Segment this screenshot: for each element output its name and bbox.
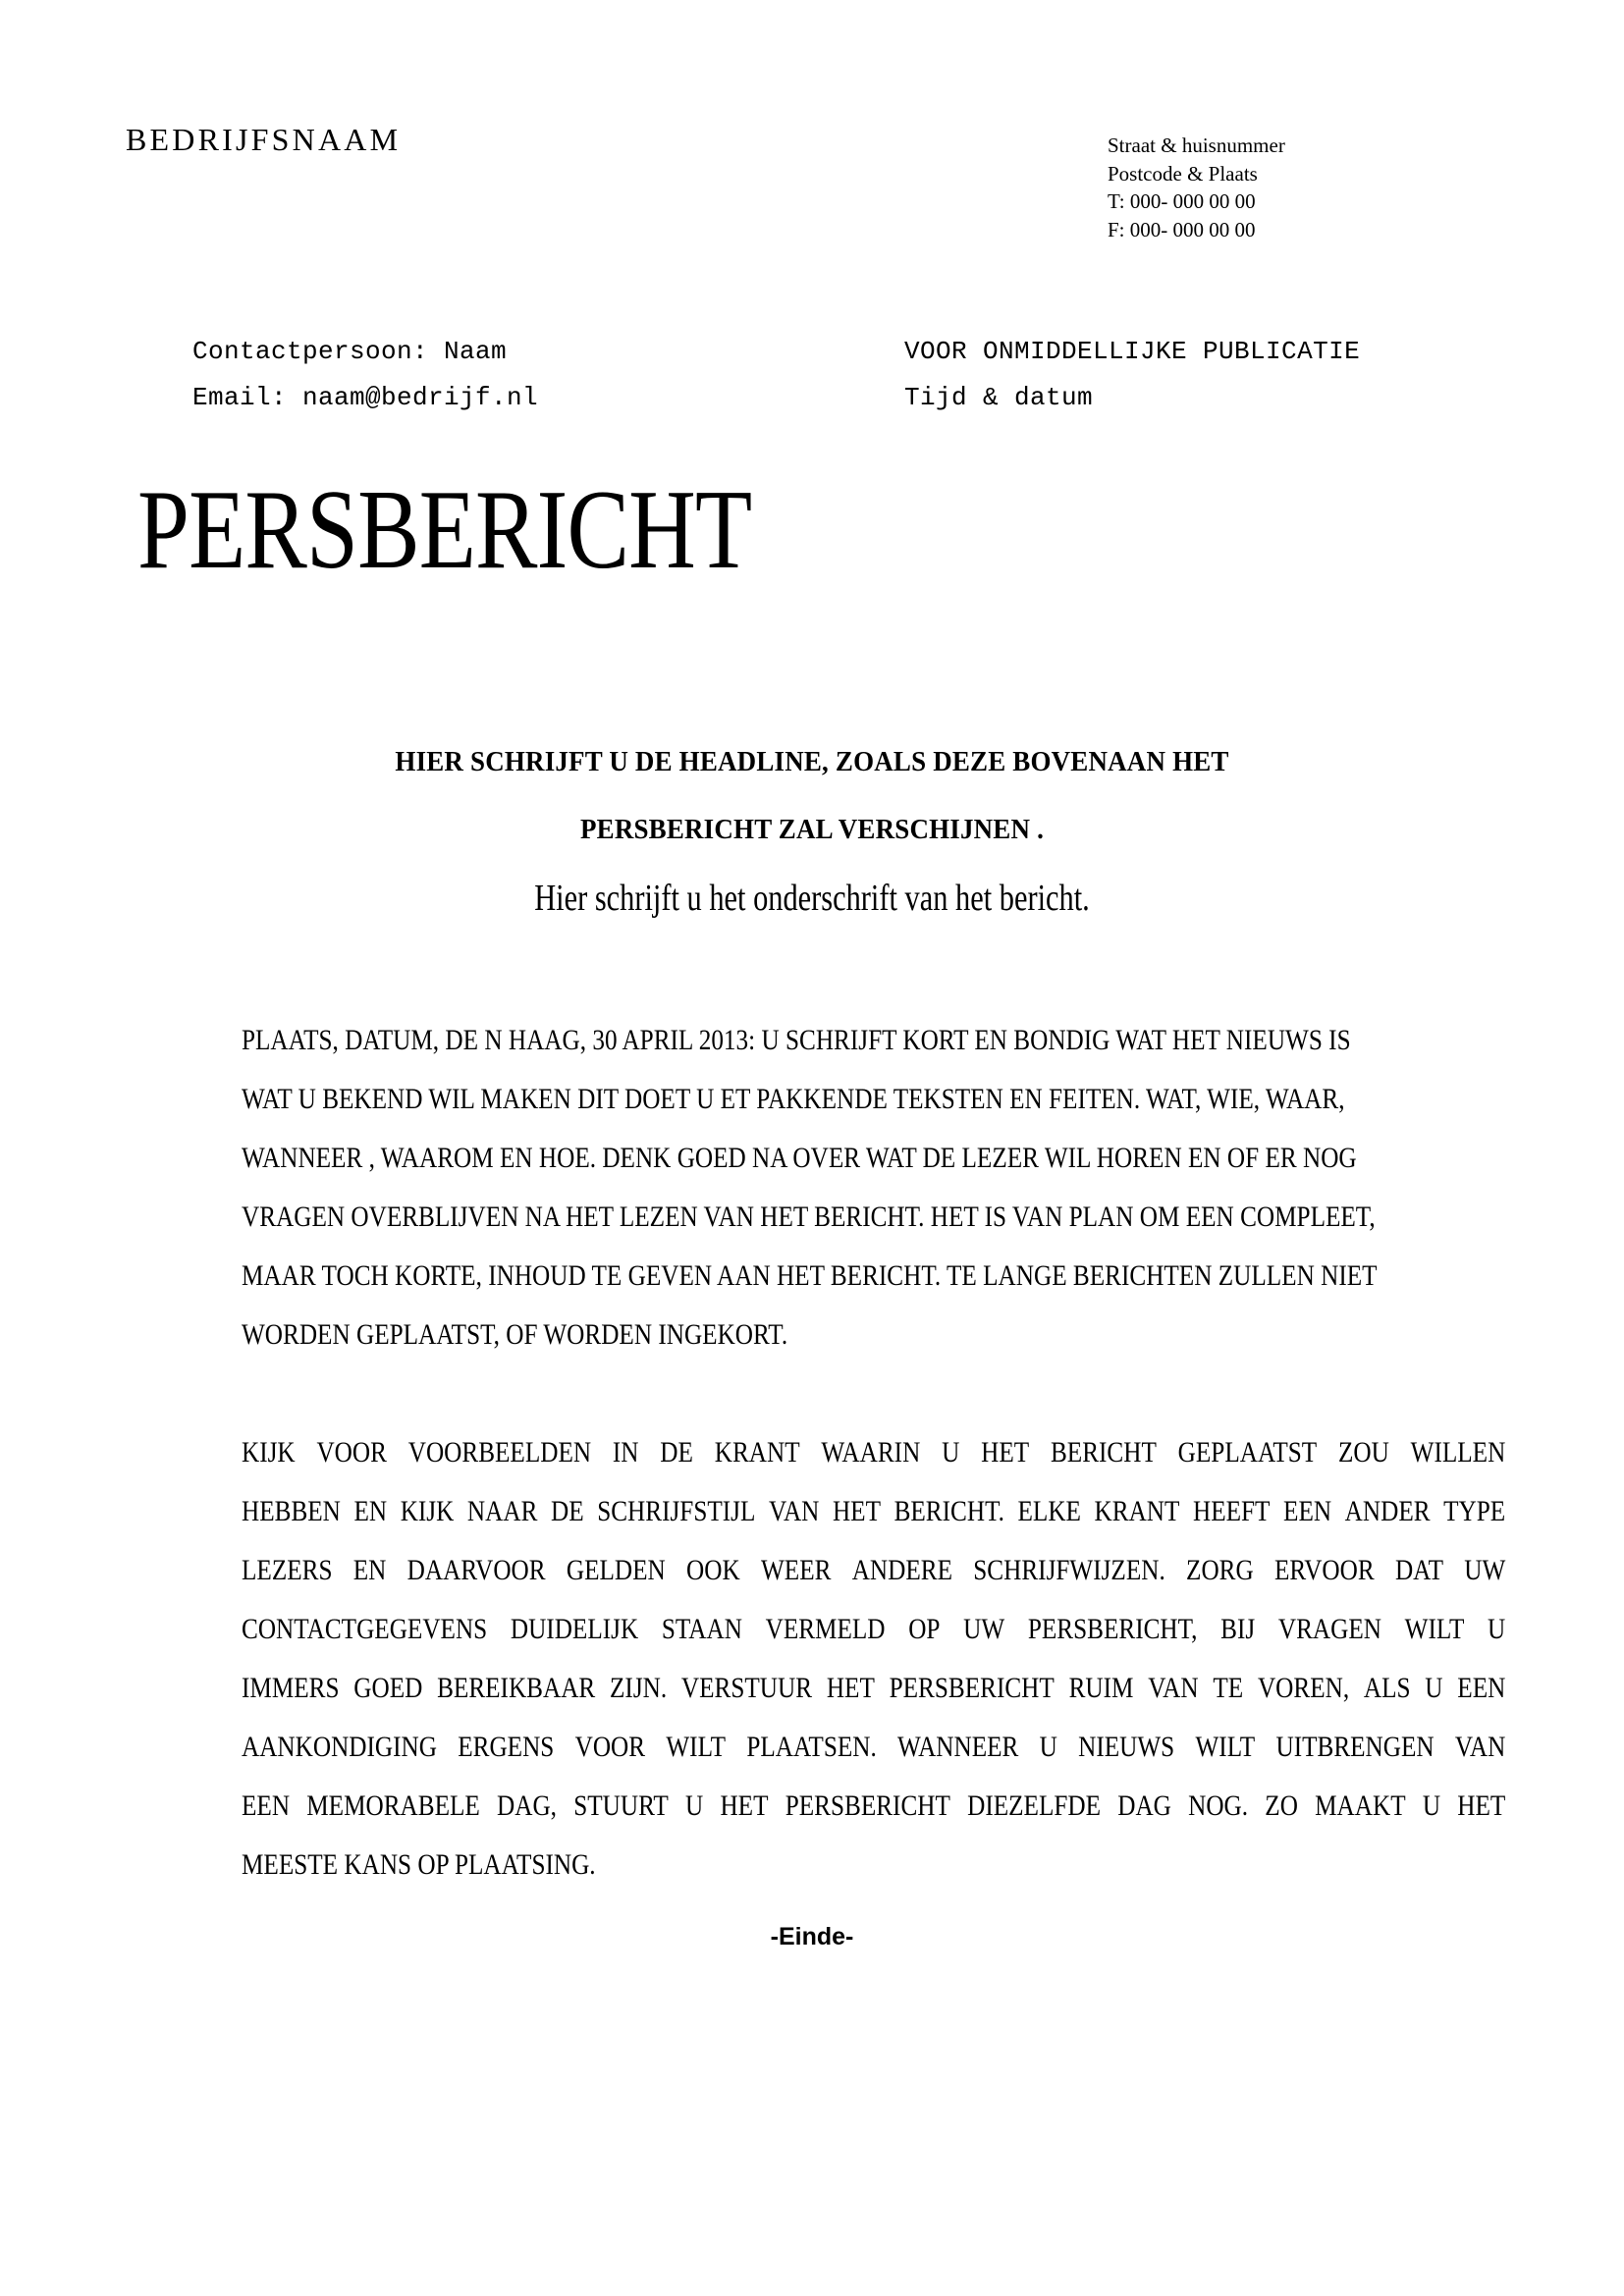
letterhead <box>0 124 1624 241</box>
paragraph-line: KIJK VOOR VOORBEELDEN IN DE KRANT WAARIN U HET BERICHT GEPLAATST ZOU WILLEN <box>242 1437 1506 1468</box>
paragraph-line: VRAGEN OVERBLIJVEN NA HET LEZEN VAN HET BERICHT. HET IS VAN PLAN OM EEN COMPLEET, <box>242 1201 1376 1233</box>
paragraph-line: WORDEN GEPLAATST, OF WORDEN INGEKORT. <box>242 1319 788 1351</box>
contact-block <box>192 329 538 421</box>
meta-row <box>0 329 1624 437</box>
paragraph-line: HEBBEN EN KIJK NAAR DE SCHRIJFSTIJL VAN HET BERICHT. ELKE KRANT HEEFT EEN ANDER TYPE <box>242 1496 1506 1527</box>
paragraph-line: CONTACTGEGEVENS DUIDELIJK STAAN VERMELD OP UW PERSBERICHT, BIJ VRAGEN WILT U <box>242 1614 1506 1645</box>
paragraph-line: MEESTE KANS OP PLAATSING. <box>242 1849 596 1881</box>
masthead-title: PERSBERICHT <box>137 467 752 593</box>
paragraph-line: MAAR TOCH KORTE, INHOUD TE GEVEN AAN HET BERICHT. TE LANGE BERICHTEN ZULLEN NIET <box>242 1260 1378 1292</box>
paragraph-line: PLAATS, DATUM, DE N HAAG, 30 APRIL 2013: U SCHRIJFT KORT EN BONDIG WAT HET NIEUWS IS <box>242 1025 1351 1056</box>
body-paragraph-1 <box>242 1011 1505 1364</box>
release-block <box>904 329 1360 421</box>
subheading: Hier schrijft u het onderschrift van het bericht. <box>534 878 1090 919</box>
headline-line-1: HIER SCHRIJFT U DE HEADLINE, ZOALS DEZE BOVENAAN HET <box>395 746 1229 777</box>
address-street: Straat & huisnummer <box>1108 133 1285 157</box>
paragraph-line: WANNEER , WAAROM EN HOE. DENK GOED NA OVER WAT DE LEZER WIL HOREN EN OF ER NOG <box>242 1143 1357 1174</box>
paragraph-line: IMMERS GOED BEREIKBAAR ZIJN. VERSTUUR HET PERSBERICHT RUIM VAN TE VOREN, ALS U EEN <box>242 1673 1506 1704</box>
paragraph-line: AANKONDIGING ERGENS VOOR WILT PLAATSEN. WANNEER U NIEUWS WILT UITBRENGEN VAN <box>242 1732 1506 1763</box>
body-copy <box>242 1011 1506 1895</box>
paragraph-line: WAT U BEKEND WIL MAKEN DIT DOET U ET PAKKENDE TEKSTEN EN FEITEN. WAT, WIE, WAAR, <box>242 1084 1345 1115</box>
body-paragraph-2 <box>242 1423 1505 1895</box>
contact-email: Email: naam@bedrijf.nl <box>192 383 539 412</box>
release-notice: VOOR ONMIDDELLIJKE PUBLICATIE <box>904 337 1361 366</box>
address-city: Postcode & Plaats <box>1108 161 1258 186</box>
address-block <box>1108 132 1285 243</box>
headline <box>310 728 1315 864</box>
headline-line-2: PERSBERICHT ZAL VERSCHIJNEN . <box>579 814 1045 845</box>
company-name: BEDRIJFSNAAM <box>126 122 402 157</box>
address-fax: F: 000- 000 00 00 <box>1108 217 1256 241</box>
paragraph-line: LEZERS EN DAARVOOR GELDEN OOK WEER ANDERE SCHRIJFWIJZEN. ZORG ERVOOR DAT UW <box>242 1555 1506 1586</box>
end-marker: -Einde- <box>770 1923 854 1950</box>
address-phone: T: 000- 000 00 00 <box>1108 189 1256 213</box>
release-time: Tijd & datum <box>904 383 1094 412</box>
paragraph-line: EEN MEMORABELE DAG, STUURT U HET PERSBERICHT DIEZELFDE DAG NOG. ZO MAAKT U HET <box>242 1790 1506 1822</box>
contact-person: Contactpersoon: Naam <box>192 337 508 366</box>
